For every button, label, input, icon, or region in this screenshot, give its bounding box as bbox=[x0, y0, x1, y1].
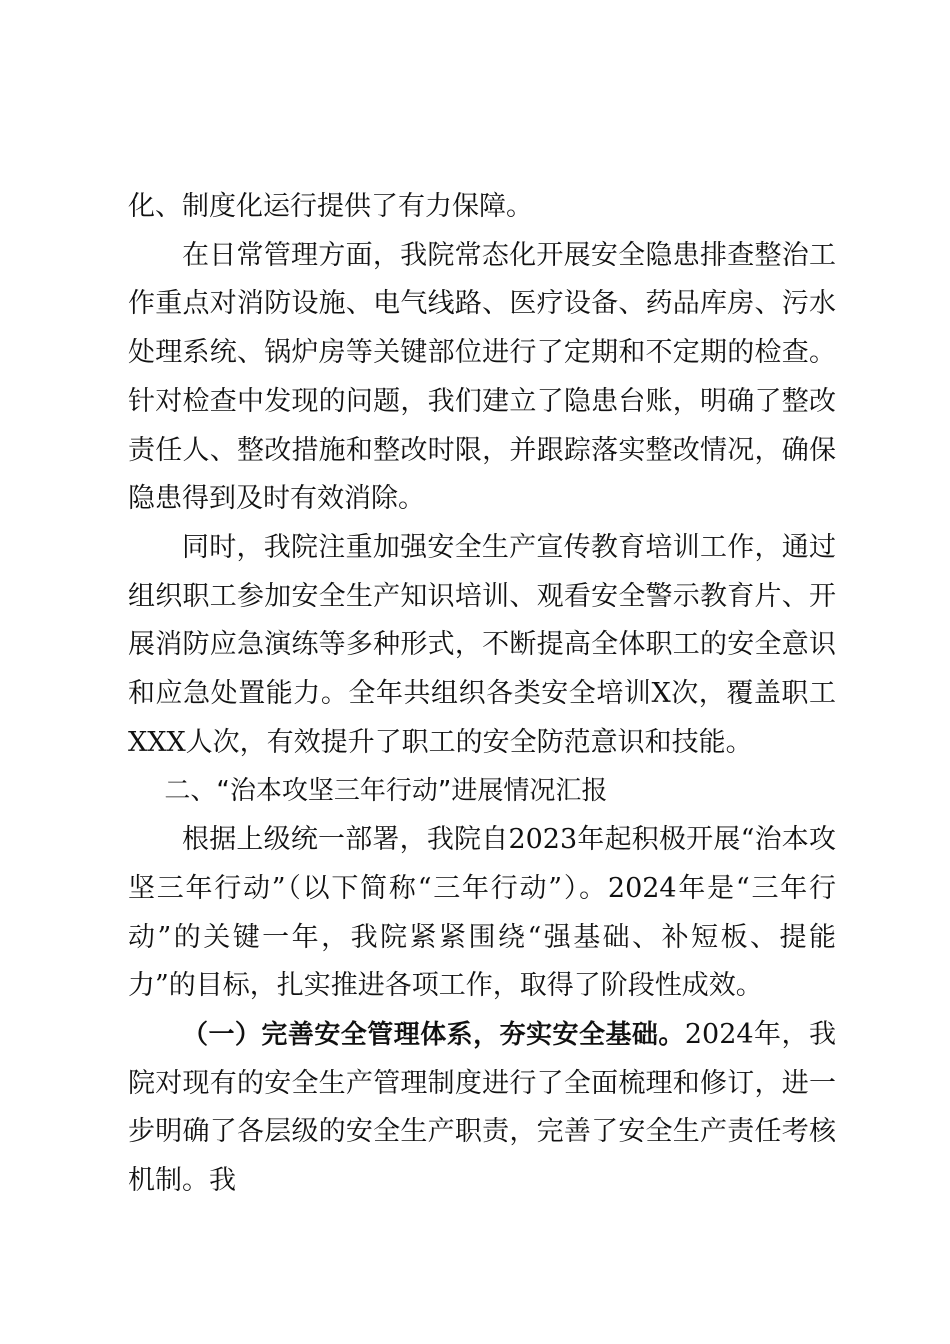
paragraph-training: 同时，我院注重加强安全生产宣传教育培训工作，通过组织职工参加安全生产知识培训、观看安全警示教育片、开展消防应急演练等多种形式，不断提高全体职工的安全意识和应急处置能力。全年共组织各类安全培训X次，覆盖职工XXX人次，有效提升了职工的安全防范意识和技能。 bbox=[128, 531, 836, 758]
subsection-one-body: 2024年，我院对现有的安全生产管理制度进行了全面梳理和修订，进一步明确了各层级的安全生产职责，完善了安全生产责任考核机制。我 bbox=[128, 1018, 836, 1197]
document-body bbox=[128, 183, 836, 1206]
paragraph-continuation: 化、制度化运行提供了有力保障。 bbox=[128, 191, 533, 222]
paragraph-daily-management: 在日常管理方面，我院常态化开展安全隐患排查整治工作重点对消防设施、电气线路、医疗设备、药品库房、污水处理系统、锅炉房等关键部位进行了定期和不定期的检查。针对检查中发现的问题，我们建立了隐患台账，明确了整改责任人、整改措施和整改时限，并跟踪落实整改情况，确保隐患得到及时有效消除。 bbox=[128, 239, 836, 515]
paragraph-subsection-one bbox=[128, 1011, 836, 1206]
section-heading: 二、“治本攻坚三年行动”进展情况汇报 bbox=[164, 776, 608, 807]
subsection-one-lead: （一）完善安全管理体系，夯实安全基础。 bbox=[182, 1019, 685, 1050]
paragraph-three-year-action: 根据上级统一部署，我院自2023年起积极开展“治本攻坚三年行动”（以下简称“三年行动”）。2024年是“三年行动”的关键一年，我院紧紧围绕“强基础、补短板、提能力”的目标，扎实推进各项工作，取得了阶段性成效。 bbox=[128, 824, 836, 1002]
